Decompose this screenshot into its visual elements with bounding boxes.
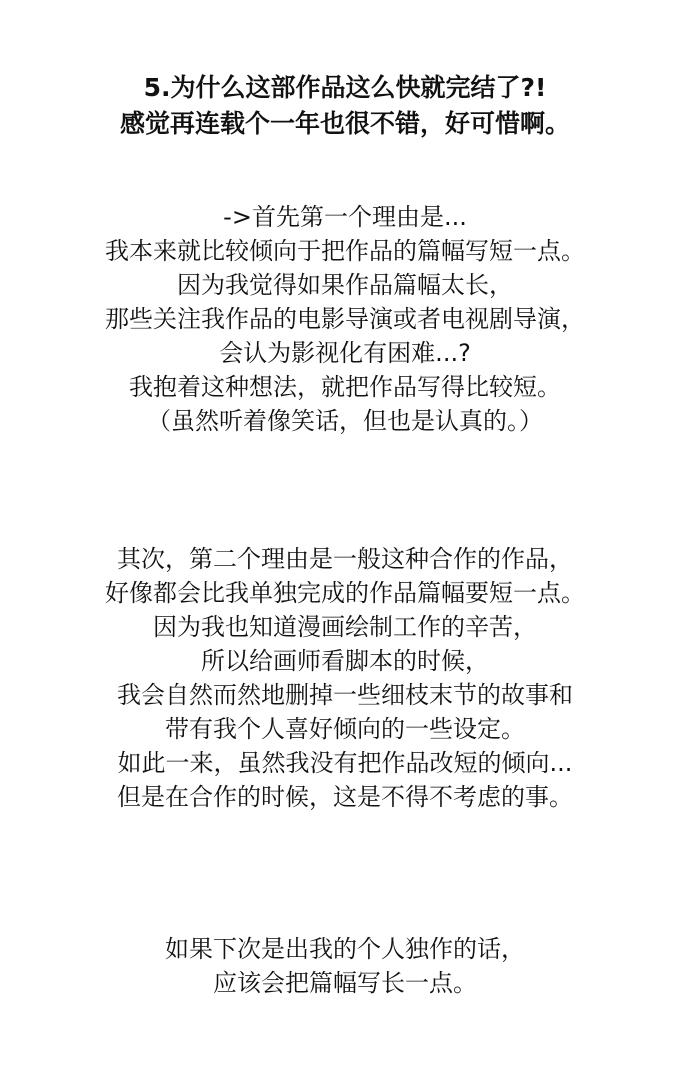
paragraph-line: 那些关注我作品的电影导演或者电视剧导演， <box>105 305 585 333</box>
answer-paragraph-2 <box>0 542 690 814</box>
paragraph-line: 我抱着这种想法，就把作品写得比较短。 <box>129 373 561 401</box>
heading-line: 感觉再连载个一年也很不错，好可惜啊。 <box>119 109 570 138</box>
heading-line: 5.为什么这部作品这么快就完结了?! <box>143 73 547 102</box>
paragraph-line: 如此一来，虽然我没有把作品改短的倾向... <box>117 749 573 777</box>
paragraph-line: 因为我也知道漫画绘制工作的辛苦， <box>153 613 537 641</box>
paragraph-line: 会认为影视化有困难...? <box>219 339 471 367</box>
paragraph-line: 我本来就比较倾向于把作品的篇幅写短一点。 <box>105 237 585 265</box>
paragraph-line: 好像都会比我单独完成的作品篇幅要短一点。 <box>105 579 585 607</box>
paragraph-line: ->首先第一个理由是... <box>223 203 467 231</box>
paragraph-line: 因为我觉得如果作品篇幅太长， <box>177 271 513 299</box>
paragraph-line: （虽然听着像笑话，但也是认真的。） <box>147 407 543 435</box>
paragraph-line: 其次，第二个理由是一般这种合作的作品， <box>117 545 573 573</box>
answer-paragraph-3 <box>0 932 690 1000</box>
paragraph-line: 所以给画师看脚本的时候， <box>201 647 489 675</box>
answer-paragraph-1 <box>0 200 690 438</box>
paragraph-line: 应该会把篇幅写长一点。 <box>213 969 477 997</box>
paragraph-line: 我会自然而然地删掉一些细枝末节的故事和 <box>117 681 573 709</box>
question-heading <box>0 70 690 142</box>
paragraph-line: 但是在合作的时候，这是不得不考虑的事。 <box>117 783 573 811</box>
paragraph-line: 如果下次是出我的个人独作的话， <box>165 935 525 963</box>
paragraph-line: 带有我个人喜好倾向的一些设定。 <box>165 715 525 743</box>
